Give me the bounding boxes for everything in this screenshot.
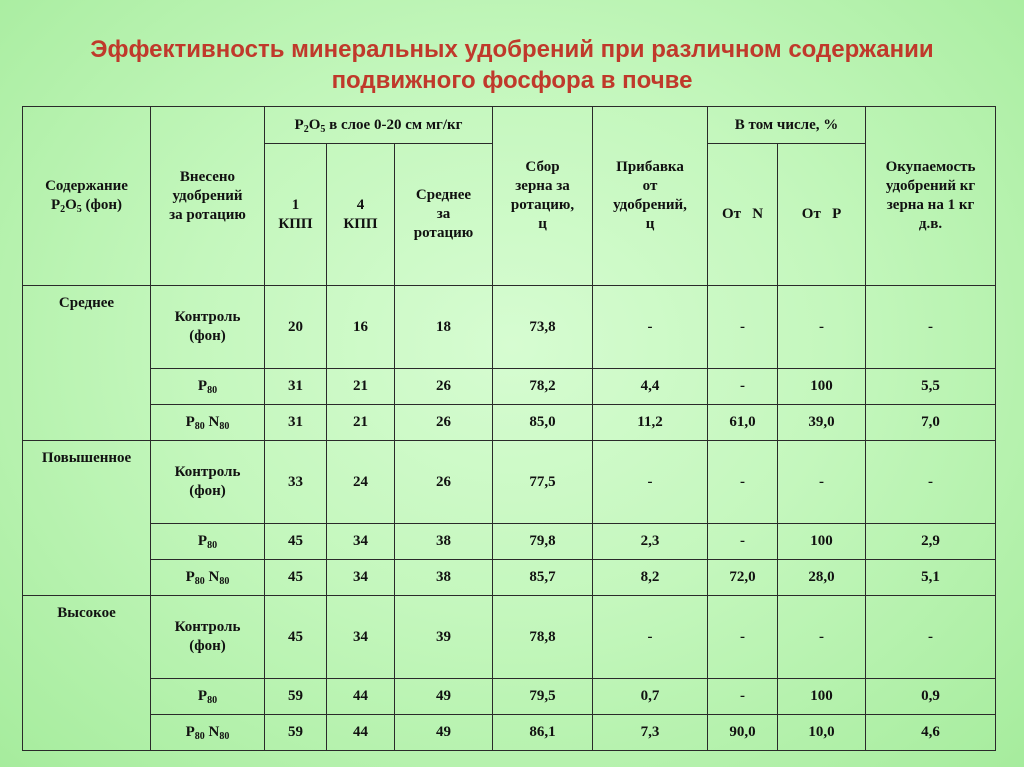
kpp4-cell: 34 (327, 560, 395, 596)
table-row (23, 560, 996, 596)
payback-cell: - (866, 441, 996, 524)
gain-cell: 4,4 (593, 369, 708, 405)
from-p-cell: 39,0 (778, 405, 866, 441)
from-p-cell: 100 (778, 679, 866, 715)
from-p-cell: - (778, 596, 866, 679)
avg-cell: 38 (395, 560, 493, 596)
kpp4-cell: 21 (327, 369, 395, 405)
from-n-cell: - (708, 679, 778, 715)
group-label: Высокое (23, 596, 151, 751)
from-p-cell: - (778, 441, 866, 524)
table-row (23, 679, 996, 715)
from-n-cell: - (708, 596, 778, 679)
gain-cell: 8,2 (593, 560, 708, 596)
applied-cell: Контроль (фон) (151, 286, 265, 369)
from-n-cell: - (708, 286, 778, 369)
table-row (23, 369, 996, 405)
gain-cell: 2,3 (593, 524, 708, 560)
avg-cell: 49 (395, 715, 493, 751)
avg-cell: 26 (395, 405, 493, 441)
gain-cell: - (593, 596, 708, 679)
yield-cell: 85,0 (493, 405, 593, 441)
header-grain-yield: Сбор зерна за ротацию, ц (493, 107, 593, 286)
table-row (23, 715, 996, 751)
table-row (23, 596, 996, 679)
from-p-cell: 28,0 (778, 560, 866, 596)
gain-cell: 11,2 (593, 405, 708, 441)
from-n-cell: 61,0 (708, 405, 778, 441)
fertilizer-efficiency-table (22, 106, 996, 751)
header-from-p: От P (778, 144, 866, 286)
header-average-rotation: Среднее за ротацию (395, 144, 493, 286)
yield-cell: 78,8 (493, 596, 593, 679)
applied-cell: $P_{80}$ $N_{80}$ (151, 560, 265, 596)
from-p-cell: 10,0 (778, 715, 866, 751)
header-payback: Окупаемость удобрений кг зерна на 1 кг д.в. (866, 107, 996, 286)
kpp1-cell: 45 (265, 560, 327, 596)
avg-cell: 39 (395, 596, 493, 679)
yield-cell: 79,8 (493, 524, 593, 560)
from-p-cell: 100 (778, 369, 866, 405)
header-from-n: От N (708, 144, 778, 286)
kpp4-cell: 44 (327, 715, 395, 751)
gain-cell: 7,3 (593, 715, 708, 751)
kpp1-cell: 33 (265, 441, 327, 524)
from-n-cell: - (708, 524, 778, 560)
from-p-cell: - (778, 286, 866, 369)
yield-cell: 73,8 (493, 286, 593, 369)
kpp1-cell: 20 (265, 286, 327, 369)
title-line-2: подвижного фосфора в почве (331, 67, 693, 94)
title-line-1: Эффективность минеральных удобрений при различном содержании (90, 36, 934, 63)
applied-cell: $P_{80}$ (151, 679, 265, 715)
payback-cell: 7,0 (866, 405, 996, 441)
kpp4-cell: 34 (327, 524, 395, 560)
avg-cell: 38 (395, 524, 493, 560)
kpp1-cell: 59 (265, 715, 327, 751)
kpp4-cell: 44 (327, 679, 395, 715)
applied-cell: $P_{80}$ (151, 369, 265, 405)
payback-cell: - (866, 596, 996, 679)
kpp4-cell: 34 (327, 596, 395, 679)
gain-cell: - (593, 286, 708, 369)
avg-cell: 26 (395, 369, 493, 405)
avg-cell: 26 (395, 441, 493, 524)
header-p2o5-layer-group: $P_2O_5$ в слое 0-20 см мг/кг (265, 107, 493, 144)
from-n-cell: 90,0 (708, 715, 778, 751)
from-n-cell: 72,0 (708, 560, 778, 596)
from-n-cell: - (708, 441, 778, 524)
header-applied-fertilizer: Внесено удобрений за ротацию (151, 107, 265, 286)
gain-cell: - (593, 441, 708, 524)
payback-cell: 5,5 (866, 369, 996, 405)
slide-title (0, 34, 1024, 96)
applied-cell: $P_{80}$ (151, 524, 265, 560)
kpp4-cell: 21 (327, 405, 395, 441)
payback-cell: 0,9 (866, 679, 996, 715)
table-row (23, 286, 996, 369)
avg-cell: 18 (395, 286, 493, 369)
group-label: Повышенное (23, 441, 151, 596)
yield-cell: 79,5 (493, 679, 593, 715)
header-kpp-4: 4 КПП (327, 144, 395, 286)
table-row (23, 441, 996, 524)
yield-cell: 77,5 (493, 441, 593, 524)
header-kpp-1: 1 КПП (265, 144, 327, 286)
yield-cell: 85,7 (493, 560, 593, 596)
from-p-cell: 100 (778, 524, 866, 560)
applied-cell: Контроль (фон) (151, 441, 265, 524)
kpp1-cell: 59 (265, 679, 327, 715)
header-yield-gain: Прибавка от удобрений, ц (593, 107, 708, 286)
kpp4-cell: 16 (327, 286, 395, 369)
header-p2o5-content: Содержание $P_2O_5$ (фон) (23, 107, 151, 286)
gain-cell: 0,7 (593, 679, 708, 715)
header-including-group: В том числе, % (708, 107, 866, 144)
group-label: Среднее (23, 286, 151, 441)
applied-cell: $P_{80}$ $N_{80}$ (151, 715, 265, 751)
yield-cell: 78,2 (493, 369, 593, 405)
payback-cell: 5,1 (866, 560, 996, 596)
kpp1-cell: 31 (265, 369, 327, 405)
payback-cell: - (866, 286, 996, 369)
table-row (23, 524, 996, 560)
yield-cell: 86,1 (493, 715, 593, 751)
kpp1-cell: 45 (265, 596, 327, 679)
kpp1-cell: 45 (265, 524, 327, 560)
applied-cell: Контроль (фон) (151, 596, 265, 679)
kpp4-cell: 24 (327, 441, 395, 524)
kpp1-cell: 31 (265, 405, 327, 441)
payback-cell: 4,6 (866, 715, 996, 751)
payback-cell: 2,9 (866, 524, 996, 560)
avg-cell: 49 (395, 679, 493, 715)
table-row (23, 405, 996, 441)
applied-cell: $P_{80}$ $N_{80}$ (151, 405, 265, 441)
from-n-cell: - (708, 369, 778, 405)
header-row-1 (23, 107, 996, 144)
